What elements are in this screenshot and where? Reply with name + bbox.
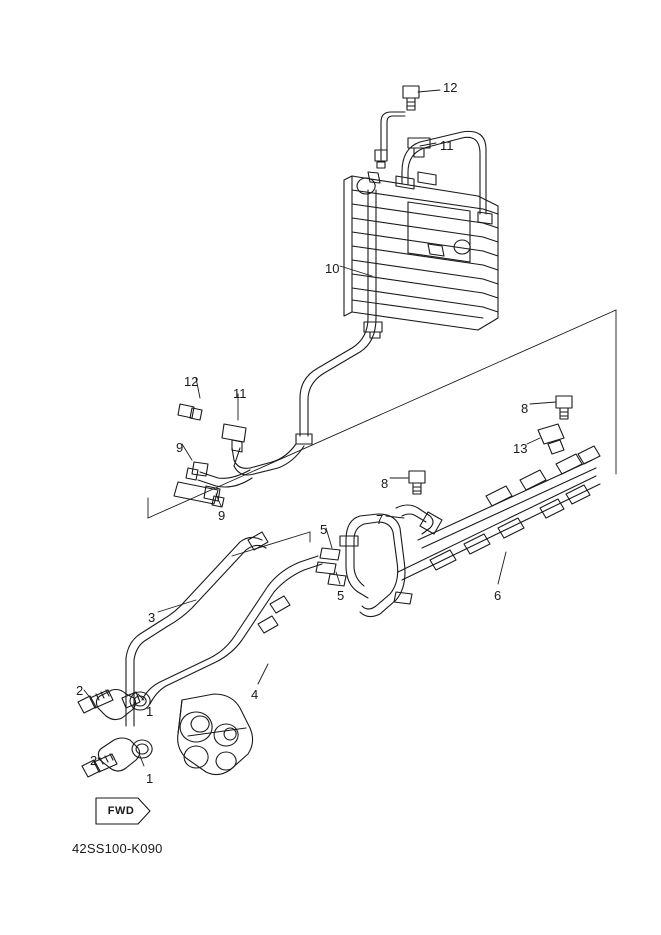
lower-left-pipes bbox=[126, 532, 322, 726]
callout-12-mid: 12 bbox=[184, 374, 199, 389]
pump-housing bbox=[178, 694, 253, 775]
callout-9-lower: 9 bbox=[218, 508, 226, 523]
callout-8-right: 8 bbox=[521, 401, 529, 416]
callout-6: 6 bbox=[494, 588, 502, 603]
part-code-label: 42SS100-K090 bbox=[72, 841, 163, 856]
callout-9-upper: 9 bbox=[176, 440, 184, 455]
callout-1-lower: 1 bbox=[146, 771, 154, 786]
callout-2-lower: 2 bbox=[90, 753, 98, 768]
cooler-inlet-pipe bbox=[375, 86, 430, 168]
callout-2-upper: 2 bbox=[76, 683, 84, 698]
oil-cooler-core bbox=[344, 172, 498, 330]
center-u-hose bbox=[316, 514, 412, 617]
callout-3: 3 bbox=[148, 610, 156, 625]
mid-left-hose-assembly bbox=[174, 404, 304, 507]
callout-10: 10 bbox=[325, 261, 340, 276]
leader-lines bbox=[84, 90, 556, 766]
callout-4: 4 bbox=[251, 687, 259, 702]
callout-7: 7 bbox=[376, 512, 384, 527]
callout-11-top: 11 bbox=[440, 138, 454, 153]
callout-5-upper: 5 bbox=[320, 522, 328, 537]
callout-1-upper: 1 bbox=[146, 704, 154, 719]
callout-5-lower: 5 bbox=[337, 588, 345, 603]
callout-11-mid: 11 bbox=[233, 386, 247, 401]
callout-13: 13 bbox=[513, 441, 528, 456]
right-pipe-assembly bbox=[396, 396, 600, 580]
callout-8-mid: 8 bbox=[381, 476, 389, 491]
fwd-direction-label: FWD bbox=[107, 805, 135, 817]
callout-12-top: 12 bbox=[443, 80, 458, 95]
